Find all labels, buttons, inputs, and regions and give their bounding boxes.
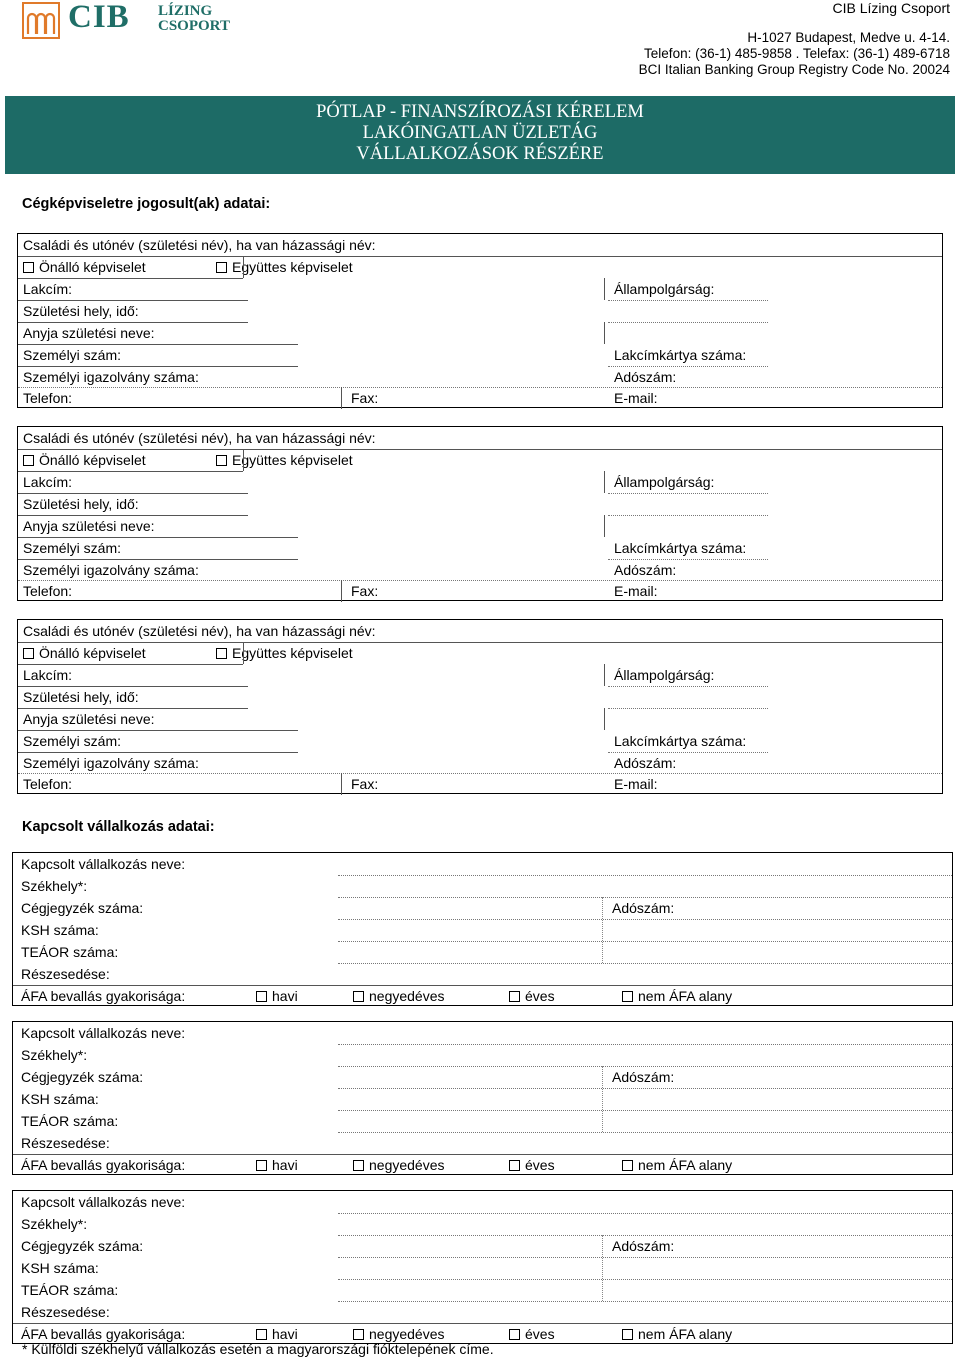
mother-name-label: Anyja születési neve:	[23, 518, 155, 534]
not-vat-label: nem ÁFA alany	[638, 988, 733, 1004]
teaor-label: TEÁOR száma:	[21, 1282, 119, 1298]
vat-quarterly-label: negyedéves	[369, 1326, 445, 1342]
company-name-label: Kapcsolt vállalkozás neve:	[21, 1194, 186, 1210]
joint-rep-label: Együttes képviselet	[232, 452, 353, 468]
rep-section-title: Cégképviseletre jogosult(ak) adatai:	[22, 196, 271, 212]
not-vat-checkbox[interactable]	[622, 988, 732, 1004]
teaor-label: TEÁOR száma:	[21, 1113, 119, 1129]
vat-yearly-label: éves	[525, 1157, 555, 1173]
id-card-label: Személyi igazolvány száma:	[23, 562, 199, 578]
company-tax-id-label: Adószám:	[612, 1069, 675, 1085]
vat-monthly-checkbox[interactable]	[256, 1326, 298, 1342]
company-logo	[22, 0, 230, 40]
independent-rep-label: Önálló képviselet	[39, 259, 146, 275]
company-registry: BCI Italian Banking Group Registry Code No. 20024	[638, 62, 950, 77]
teaor-label: TEÁOR száma:	[21, 944, 119, 960]
name-label: Családi és utónév (születési név), ha van házassági név:	[23, 623, 376, 639]
independent-rep-label: Önálló képviselet	[39, 645, 146, 661]
company-name: CIB Lízing Csoport	[832, 0, 950, 16]
logo-sub1: LÍZING	[158, 3, 213, 19]
vat-yearly-checkbox[interactable]	[509, 1326, 555, 1342]
email-label: E-mail:	[614, 583, 658, 599]
vat-quarterly-label: negyedéves	[369, 1157, 445, 1173]
company-phone-fax: Telefon: (36-1) 485-9858 . Telefax: (36-1) 489-6718	[644, 46, 950, 61]
independent-rep-checkbox[interactable]	[23, 259, 146, 275]
representative-box	[17, 619, 943, 794]
phone-label: Telefon:	[23, 776, 73, 792]
reg-no-label: Cégjegyzék száma:	[21, 900, 144, 916]
phone-label: Telefon:	[23, 390, 73, 406]
seat-label: Székhely*:	[21, 1047, 88, 1063]
fax-label: Fax:	[351, 776, 379, 792]
share-label: Részesedése:	[21, 1304, 110, 1320]
vat-monthly-checkbox[interactable]	[256, 1157, 298, 1173]
joint-rep-label: Együttes képviselet	[232, 259, 353, 275]
representative-box	[17, 233, 943, 408]
vat-yearly-checkbox[interactable]	[509, 988, 555, 1004]
vat-yearly-label: éves	[525, 1326, 555, 1342]
company-tax-id-label: Adószám:	[612, 1238, 675, 1254]
representative-box	[17, 426, 943, 601]
banner-line-1: PÓTLAP - FINANSZÍROZÁSI KÉRELEM	[316, 102, 644, 122]
address-label: Lakcím:	[23, 281, 73, 297]
footnote: * Külföldi székhelyű vállalkozás esetén a magyarországi fióktelepének címe.	[22, 1341, 494, 1357]
title-banner	[5, 96, 955, 174]
birth-label: Születési hely, idő:	[23, 303, 139, 319]
company-box	[12, 852, 953, 1006]
reg-no-label: Cégjegyzék száma:	[21, 1238, 144, 1254]
birth-label: Születési hely, idő:	[23, 689, 139, 705]
ksh-label: KSH száma:	[21, 922, 99, 938]
share-label: Részesedése:	[21, 966, 110, 982]
company-section-title: Kapcsolt vállalkozás adatai:	[22, 819, 215, 835]
name-label: Családi és utónév (születési név), ha van házassági név:	[23, 430, 376, 446]
tax-id-label: Adószám:	[614, 369, 677, 385]
independent-rep-checkbox[interactable]	[23, 452, 146, 468]
mother-name-label: Anyja születési neve:	[23, 711, 155, 727]
joint-rep-checkbox[interactable]	[216, 452, 353, 468]
vat-quarterly-checkbox[interactable]	[353, 988, 445, 1004]
birth-label: Születési hely, idő:	[23, 496, 139, 512]
ksh-label: KSH száma:	[21, 1260, 99, 1276]
company-box	[12, 1190, 953, 1344]
company-tax-id-label: Adószám:	[612, 900, 675, 916]
vat-yearly-label: éves	[525, 988, 555, 1004]
seat-label: Székhely*:	[21, 1216, 88, 1232]
email-label: E-mail:	[614, 390, 658, 406]
fax-label: Fax:	[351, 583, 379, 599]
share-label: Részesedése:	[21, 1135, 110, 1151]
address-label: Lakcím:	[23, 474, 73, 490]
not-vat-checkbox[interactable]	[622, 1157, 732, 1173]
company-info	[639, 0, 950, 78]
ksh-label: KSH száma:	[21, 1091, 99, 1107]
vat-quarterly-checkbox[interactable]	[353, 1157, 445, 1173]
company-address: H-1027 Budapest, Medve u. 4-14.	[747, 30, 950, 45]
vat-quarterly-label: negyedéves	[369, 988, 445, 1004]
address-label: Lakcím:	[23, 667, 73, 683]
vat-frequency-label: ÁFA bevallás gyakorisága:	[21, 1157, 186, 1173]
name-label: Családi és utónév (születési név), ha van házassági név:	[23, 237, 376, 253]
independent-rep-label: Önálló képviselet	[39, 452, 146, 468]
company-box	[12, 1021, 953, 1175]
vat-monthly-label: havi	[272, 1326, 298, 1342]
logo-sub2: CSOPORT	[158, 18, 230, 34]
joint-rep-label: Együttes képviselet	[232, 645, 353, 661]
banner-line-3: VÁLLALKOZÁSOK RÉSZÉRE	[356, 144, 604, 164]
vat-monthly-label: havi	[272, 988, 298, 1004]
personal-id-label: Személyi szám:	[23, 347, 122, 363]
company-name-label: Kapcsolt vállalkozás neve:	[21, 856, 186, 872]
phone-label: Telefon:	[23, 583, 73, 599]
address-card-label: Lakcímkártya száma:	[614, 733, 747, 749]
tax-id-label: Adószám:	[614, 562, 677, 578]
independent-rep-checkbox[interactable]	[23, 645, 146, 661]
seat-label: Székhely*:	[21, 878, 88, 894]
not-vat-label: nem ÁFA alany	[638, 1326, 733, 1342]
banner-line-2: LAKÓINGATLAN ÜZLETÁG	[362, 123, 598, 143]
reg-no-label: Cégjegyzék száma:	[21, 1069, 144, 1085]
citizenship-label: Állampolgárság:	[614, 474, 715, 490]
logo-arches-icon	[22, 2, 62, 40]
address-card-label: Lakcímkártya száma:	[614, 540, 747, 556]
joint-rep-checkbox[interactable]	[216, 259, 353, 275]
address-card-label: Lakcímkártya száma:	[614, 347, 747, 363]
not-vat-label: nem ÁFA alany	[638, 1157, 733, 1173]
logo-text: CIB	[68, 0, 130, 35]
citizenship-label: Állampolgárság:	[614, 281, 715, 297]
id-card-label: Személyi igazolvány száma:	[23, 755, 199, 771]
mother-name-label: Anyja születési neve:	[23, 325, 155, 341]
not-vat-checkbox[interactable]	[622, 1326, 732, 1342]
email-label: E-mail:	[614, 776, 658, 792]
joint-rep-checkbox[interactable]	[216, 645, 353, 661]
vat-monthly-checkbox[interactable]	[256, 988, 298, 1004]
vat-frequency-label: ÁFA bevallás gyakorisága:	[21, 988, 186, 1004]
vat-quarterly-checkbox[interactable]	[353, 1326, 445, 1342]
vat-frequency-label: ÁFA bevallás gyakorisága:	[21, 1326, 186, 1342]
personal-id-label: Személyi szám:	[23, 733, 122, 749]
citizenship-label: Állampolgárság:	[614, 667, 715, 683]
tax-id-label: Adószám:	[614, 755, 677, 771]
id-card-label: Személyi igazolvány száma:	[23, 369, 199, 385]
company-name-label: Kapcsolt vállalkozás neve:	[21, 1025, 186, 1041]
vat-yearly-checkbox[interactable]	[509, 1157, 555, 1173]
fax-label: Fax:	[351, 390, 379, 406]
vat-monthly-label: havi	[272, 1157, 298, 1173]
personal-id-label: Személyi szám:	[23, 540, 122, 556]
